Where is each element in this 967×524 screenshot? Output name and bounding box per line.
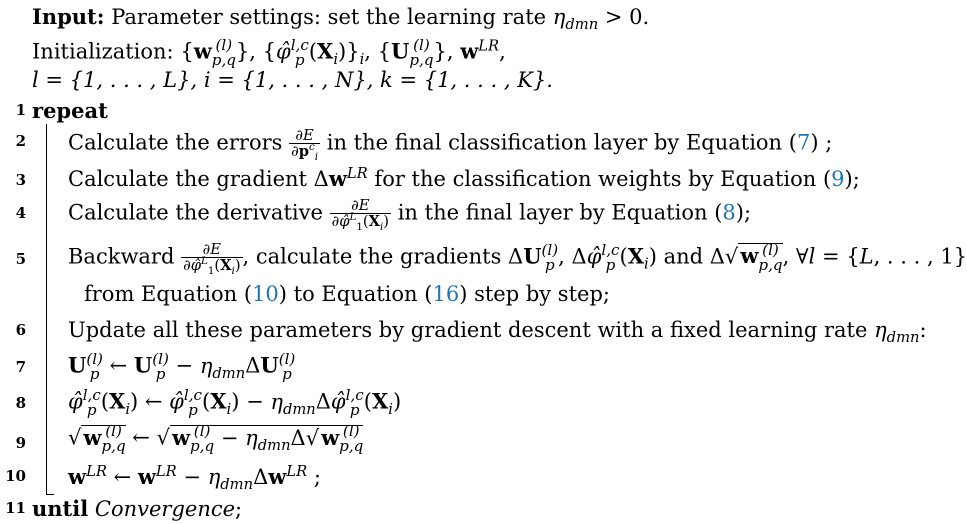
until-keyword: until bbox=[32, 496, 89, 521]
range-k: k = {1, . . . , K}. bbox=[380, 68, 553, 92]
input-label: Input: bbox=[32, 4, 105, 29]
line-number: 8 bbox=[15, 394, 26, 412]
step3-text-b: for the classification weights by Equation bbox=[374, 167, 817, 191]
line-number: 9 bbox=[15, 434, 26, 452]
step5-text-c: and bbox=[663, 244, 704, 269]
step3-text-a: Calculate the gradient bbox=[68, 167, 307, 191]
step5-text-b: , calculate the gradients bbox=[242, 244, 502, 269]
input-text: Parameter settings: set the learning rate bbox=[111, 5, 547, 29]
eq-ref-7[interactable]: 7 bbox=[796, 130, 811, 155]
step4-text-a: Calculate the derivative bbox=[68, 200, 323, 225]
eq-ref-8[interactable]: 8 bbox=[722, 200, 736, 225]
line-number: 2 bbox=[15, 132, 26, 150]
step6-text-a: Update all these parameters by gradient descent with a fixed learning rate bbox=[68, 318, 868, 342]
until-condition: Convergence bbox=[94, 497, 236, 521]
step2-text-b: in the final classification layer by Equation bbox=[326, 130, 783, 155]
eq-ref-16[interactable]: 16 bbox=[432, 282, 460, 306]
step5-text-e: to Equation bbox=[293, 282, 418, 306]
step2-text-a: Calculate the errors bbox=[68, 130, 283, 155]
eq-ref-10[interactable]: 10 bbox=[252, 282, 279, 306]
line-number: 7 bbox=[15, 358, 26, 376]
block-rule bbox=[46, 124, 47, 494]
repeat-keyword: repeat bbox=[32, 98, 108, 123]
init-label: Initialization: bbox=[32, 39, 174, 64]
block-rule-end bbox=[46, 494, 54, 495]
line-number: 5 bbox=[15, 250, 26, 268]
line-number: 10 bbox=[5, 467, 26, 485]
line-number: 11 bbox=[5, 499, 26, 517]
line-number: 3 bbox=[15, 171, 26, 189]
line-number: 1 bbox=[15, 101, 26, 119]
range-l: l = {1, . . . , L} bbox=[32, 68, 191, 92]
step5-text-a: Backward bbox=[68, 244, 175, 269]
step5-text-d: from Equation bbox=[84, 282, 238, 306]
range-i: i = {1, . . . , N} bbox=[203, 68, 367, 92]
line-number: 4 bbox=[15, 204, 26, 222]
line-number: 6 bbox=[15, 321, 26, 339]
step4-text-b: in the final layer by Equation bbox=[397, 200, 708, 225]
step5-text-f: step by step; bbox=[474, 282, 610, 306]
eq-ref-9[interactable]: 9 bbox=[831, 167, 845, 191]
